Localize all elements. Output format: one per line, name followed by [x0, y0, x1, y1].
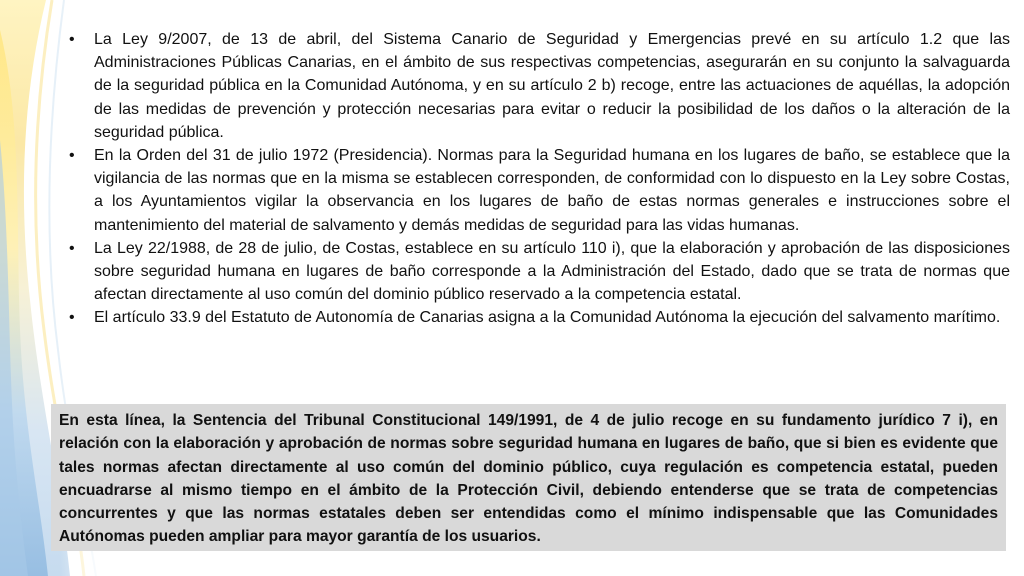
bullet-item-ley-9-2007 — [66, 28, 1010, 144]
bullet-item-estatuto-autonomia — [66, 306, 1010, 329]
bullet-text: En la Orden del 31 de julio 1972 (Presidencia). Normas para la Seguridad humana en los lugares de baño, se establece que la vigilancia de las normas que en la misma se establecen corresponden, de conformidad con lo dispuesto en la Ley sobre Costas, a los Ayuntamientos vigilar la observancia en los lugares de baño de estas normas generales e instrucciones sobre el mantenimiento del material de salvamento y demás medidas de seguridad para las vidas humanas. — [94, 147, 1010, 234]
bullet-marker: • — [69, 147, 75, 165]
bullet-text: La Ley 22/1988, de 28 de julio, de Costas, establece en su artículo 110 i), que la elaboración y aprobación de las disposiciones sobre seguridad humana en lugares de baño corresponde a la Administración del Estado, dado que se trata de normas que afectan directamente al uso común del dominio público reservado a la competencia estatal. — [94, 239, 1010, 304]
bullet-marker: • — [69, 309, 75, 327]
callout-text: En esta línea, la Sentencia del Tribunal Constitucional 149/1991, de 4 de julio recoge en su fundamento jurídico 7 i), en relación con la elaboración y aprobación de normas sobre seguridad humana en lugares de baño, que si bien es evidente que tales normas afectan directamente al uso común del dominio público, cuya regulación es competencia estatal, pueden encuadrarse al mismo tiempo en el ámbito de la Protección Civil, debiendo entenderse que se trata de competencias concurrentes y que las normas estatales deben ser entendidas como el mínimo indispensable que las Comunidades Autónomas pueden ampliar para mayor garantía de los usuarios. — [59, 412, 998, 546]
bullet-marker: • — [69, 31, 75, 48]
bullet-marker: • — [69, 239, 75, 257]
callout-box — [51, 404, 1006, 551]
bullet-item-orden-1972 — [66, 144, 1010, 237]
bullet-text: El artículo 33.9 del Estatuto de Autonomía de Canarias asigna a la Comunidad Autónoma la ejecución del salvamento marítimo. — [94, 309, 1001, 327]
bullet-text: La Ley 9/2007, de 13 de abril, del Sistema Canario de Seguridad y Emergencias prevé en su artículo 1.2 que las Administraciones Públicas Canarias, en el ámbito de sus respectivas competencias, asegurarán en su conjunto la salvaguarda de la seguridad pública en la Comunidad Autónoma, y en su artículo 2 b) recoge, entre las actuaciones de aquéllas, la adopción de las medidas de prevención y protección necesarias para evitar o reducir la posibilidad de los daños o la alteración de la seguridad pública. — [94, 31, 1010, 141]
bullet-list — [66, 28, 1010, 330]
bullet-item-ley-22-1988 — [66, 237, 1010, 307]
